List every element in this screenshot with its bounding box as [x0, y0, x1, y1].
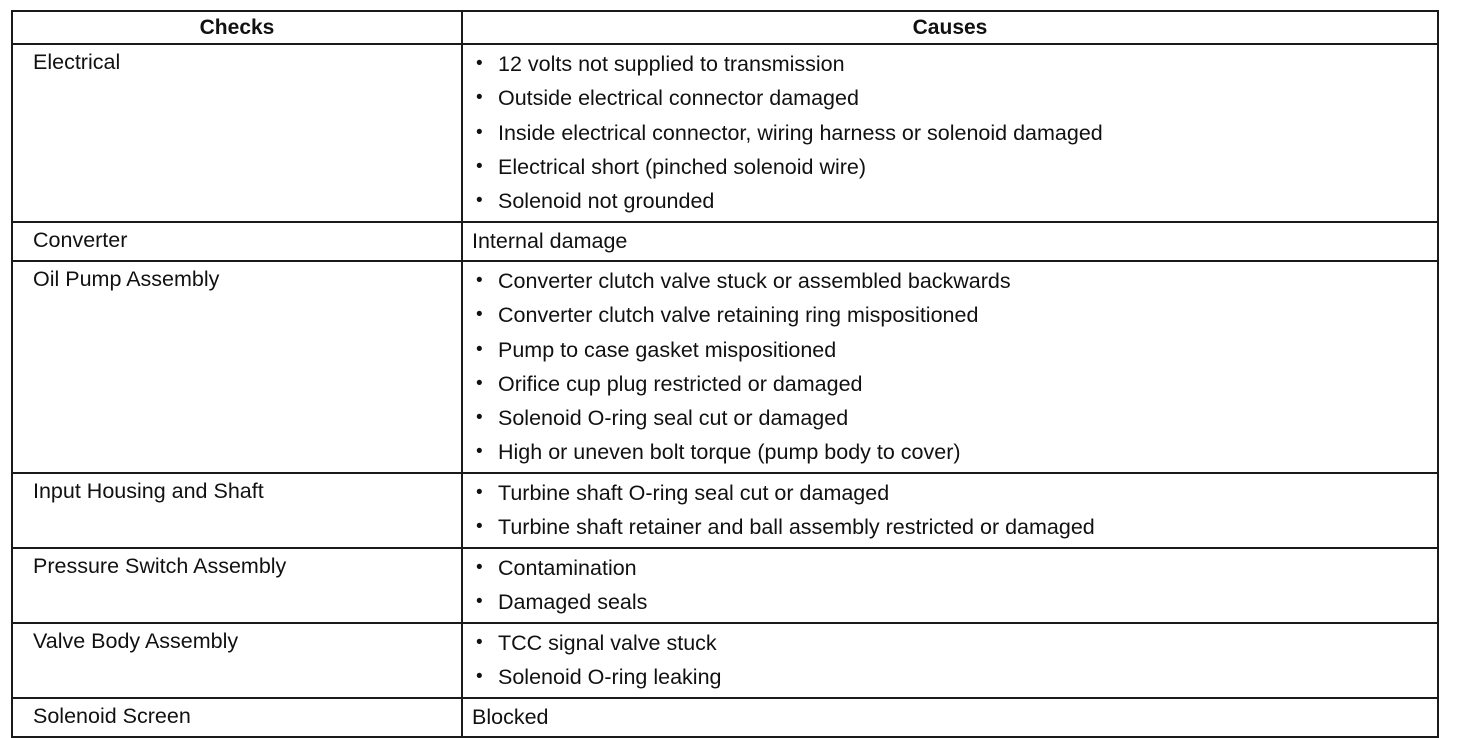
- cause-text: Internal damage: [472, 229, 628, 253]
- table-body: [12, 44, 1438, 737]
- cause-item: • Damaged seals: [498, 587, 1437, 621]
- header-row: [12, 11, 1438, 44]
- table-row: [12, 44, 1438, 222]
- checks-column-header: Checks: [12, 11, 462, 44]
- cause-item: • Converter clutch valve retaining ring mispositioned: [498, 300, 1437, 334]
- causes-list: [472, 49, 1437, 220]
- causes-cell: [462, 623, 1438, 698]
- table-row: [12, 222, 1438, 261]
- causes-list: [472, 553, 1437, 622]
- causes-column-header: Causes: [462, 11, 1438, 44]
- causes-list: [472, 266, 1437, 472]
- check-cell: Valve Body Assembly: [12, 623, 462, 698]
- diagnosis-table: [11, 10, 1439, 738]
- table-row: [12, 698, 1438, 737]
- cause-text: Blocked: [472, 704, 549, 729]
- cause-item: • Solenoid O-ring leaking: [498, 662, 1437, 696]
- check-cell: Pressure Switch Assembly: [12, 548, 462, 623]
- cause-item: • Inside electrical connector, wiring harness or solenoid damaged: [498, 118, 1437, 152]
- cause-item: • Pump to case gasket mispositioned: [498, 335, 1437, 369]
- causes-cell: [462, 548, 1438, 623]
- cause-item: • High or uneven bolt torque (pump body to cover): [498, 437, 1437, 471]
- causes-cell: [462, 698, 1438, 737]
- check-cell: Oil Pump Assembly: [12, 261, 462, 473]
- table-row: [12, 473, 1438, 548]
- check-cell: Converter: [12, 222, 462, 261]
- check-cell: Electrical: [12, 44, 462, 222]
- check-cell: Solenoid Screen: [12, 698, 462, 737]
- causes-cell: [462, 222, 1438, 261]
- cause-item: • Turbine shaft O-ring seal cut or damaged: [498, 478, 1437, 512]
- causes-cell: [462, 44, 1438, 222]
- cause-item: • Turbine shaft retainer and ball assembly restricted or damaged: [498, 512, 1437, 546]
- table-row: [12, 623, 1438, 698]
- table-row: [12, 261, 1438, 473]
- cause-item: • 12 volts not supplied to transmission: [498, 49, 1437, 83]
- causes-list: [472, 628, 1437, 697]
- cause-item: • Converter clutch valve stuck or assembled backwards: [498, 266, 1437, 300]
- causes-cell: [462, 261, 1438, 473]
- causes-list: [472, 478, 1437, 547]
- table-header: [12, 11, 1438, 44]
- cause-item: • Electrical short (pinched solenoid wire): [498, 152, 1437, 186]
- table-row: [12, 548, 1438, 623]
- document-page: [11, 10, 1437, 738]
- check-cell: Input Housing and Shaft: [12, 473, 462, 548]
- cause-item: • Contamination: [498, 553, 1437, 587]
- cause-item: • Orifice cup plug restricted or damaged: [498, 369, 1437, 403]
- causes-cell: [462, 473, 1438, 548]
- cause-item: • Outside electrical connector damaged: [498, 83, 1437, 117]
- cause-item: • Solenoid not grounded: [498, 186, 1437, 220]
- cause-item: • TCC signal valve stuck: [498, 628, 1437, 662]
- cause-item: • Solenoid O-ring seal cut or damaged: [498, 403, 1437, 437]
